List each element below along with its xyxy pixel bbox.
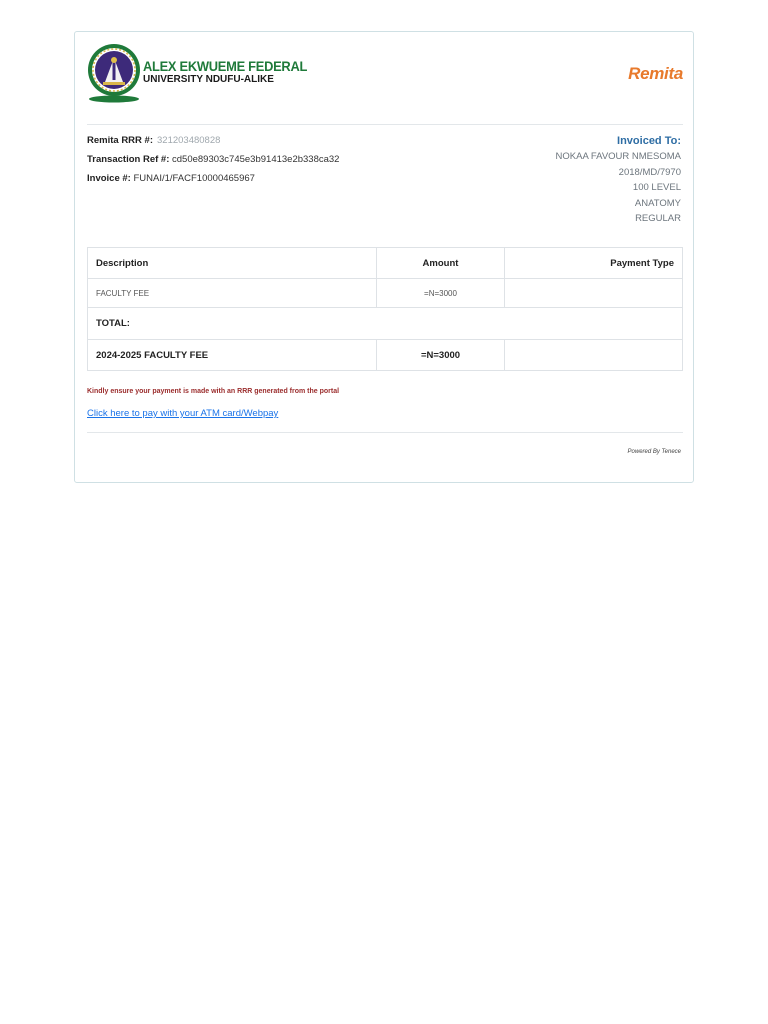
header-amount: Amount	[377, 248, 505, 279]
invoice-meta	[87, 135, 339, 192]
rrr-label: Remita RRR #:	[87, 135, 153, 146]
summary-row	[88, 340, 683, 371]
student-level: 100 LEVEL	[632, 182, 681, 193]
invoice-number-value: FUNAI/1/FACF10000465967	[133, 173, 255, 184]
fees-table	[87, 247, 683, 371]
header-payment-type: Payment Type	[505, 248, 683, 279]
header-description: Description	[88, 248, 377, 279]
powered-by: Powered By Tenece	[627, 449, 681, 455]
registration-number: 2018/MD/7970	[618, 166, 681, 178]
pay-with-card-link[interactable]: Click here to pay with your ATM card/Webpay	[87, 408, 279, 419]
table-row	[88, 279, 683, 308]
study-mode: REGULAR	[635, 213, 681, 224]
student-department: ANATOMY	[634, 197, 681, 209]
summary-payment-type	[505, 340, 683, 371]
university-name-line2: UNIVERSITY NDUFU-ALIKE	[143, 74, 274, 85]
total-row	[88, 308, 683, 340]
table-header-row	[88, 248, 683, 279]
invoiced-to	[556, 135, 681, 229]
rrr-row	[87, 135, 339, 154]
remita-logo: Remita	[628, 64, 683, 83]
item-description: FACULTY FEE	[88, 279, 377, 308]
item-payment-type	[505, 279, 683, 308]
invoice-card	[74, 31, 694, 483]
invoice-header	[87, 42, 683, 124]
student-name: NOKAA FAVOUR NMESOMA	[555, 151, 681, 162]
invoice-number-label: Invoice #:	[87, 173, 131, 184]
university-name	[143, 59, 321, 85]
university-name-line1: ALEX EKWUEME FEDERAL	[143, 58, 308, 74]
header-divider	[87, 124, 683, 125]
rrr-notice: Kindly ensure your payment is made with an RRR generated from the portal	[87, 388, 340, 395]
invoice-number-row	[87, 173, 339, 192]
transaction-ref-row	[87, 154, 339, 173]
summary-description: 2024-2025 FACULTY FEE	[88, 340, 377, 371]
summary-amount: =N=3000	[377, 340, 505, 371]
transaction-ref-label: Transaction Ref #:	[87, 154, 170, 165]
item-amount: =N=3000	[377, 279, 505, 308]
invoiced-to-title: Invoiced To:	[617, 135, 681, 147]
university-crest-icon	[87, 42, 141, 104]
transaction-ref-value: cd50e89303c745e3b91413e2b338ca32	[172, 154, 340, 165]
footer-divider	[87, 432, 683, 433]
total-label: TOTAL:	[88, 308, 683, 340]
rrr-value: 321203480828	[157, 135, 221, 146]
